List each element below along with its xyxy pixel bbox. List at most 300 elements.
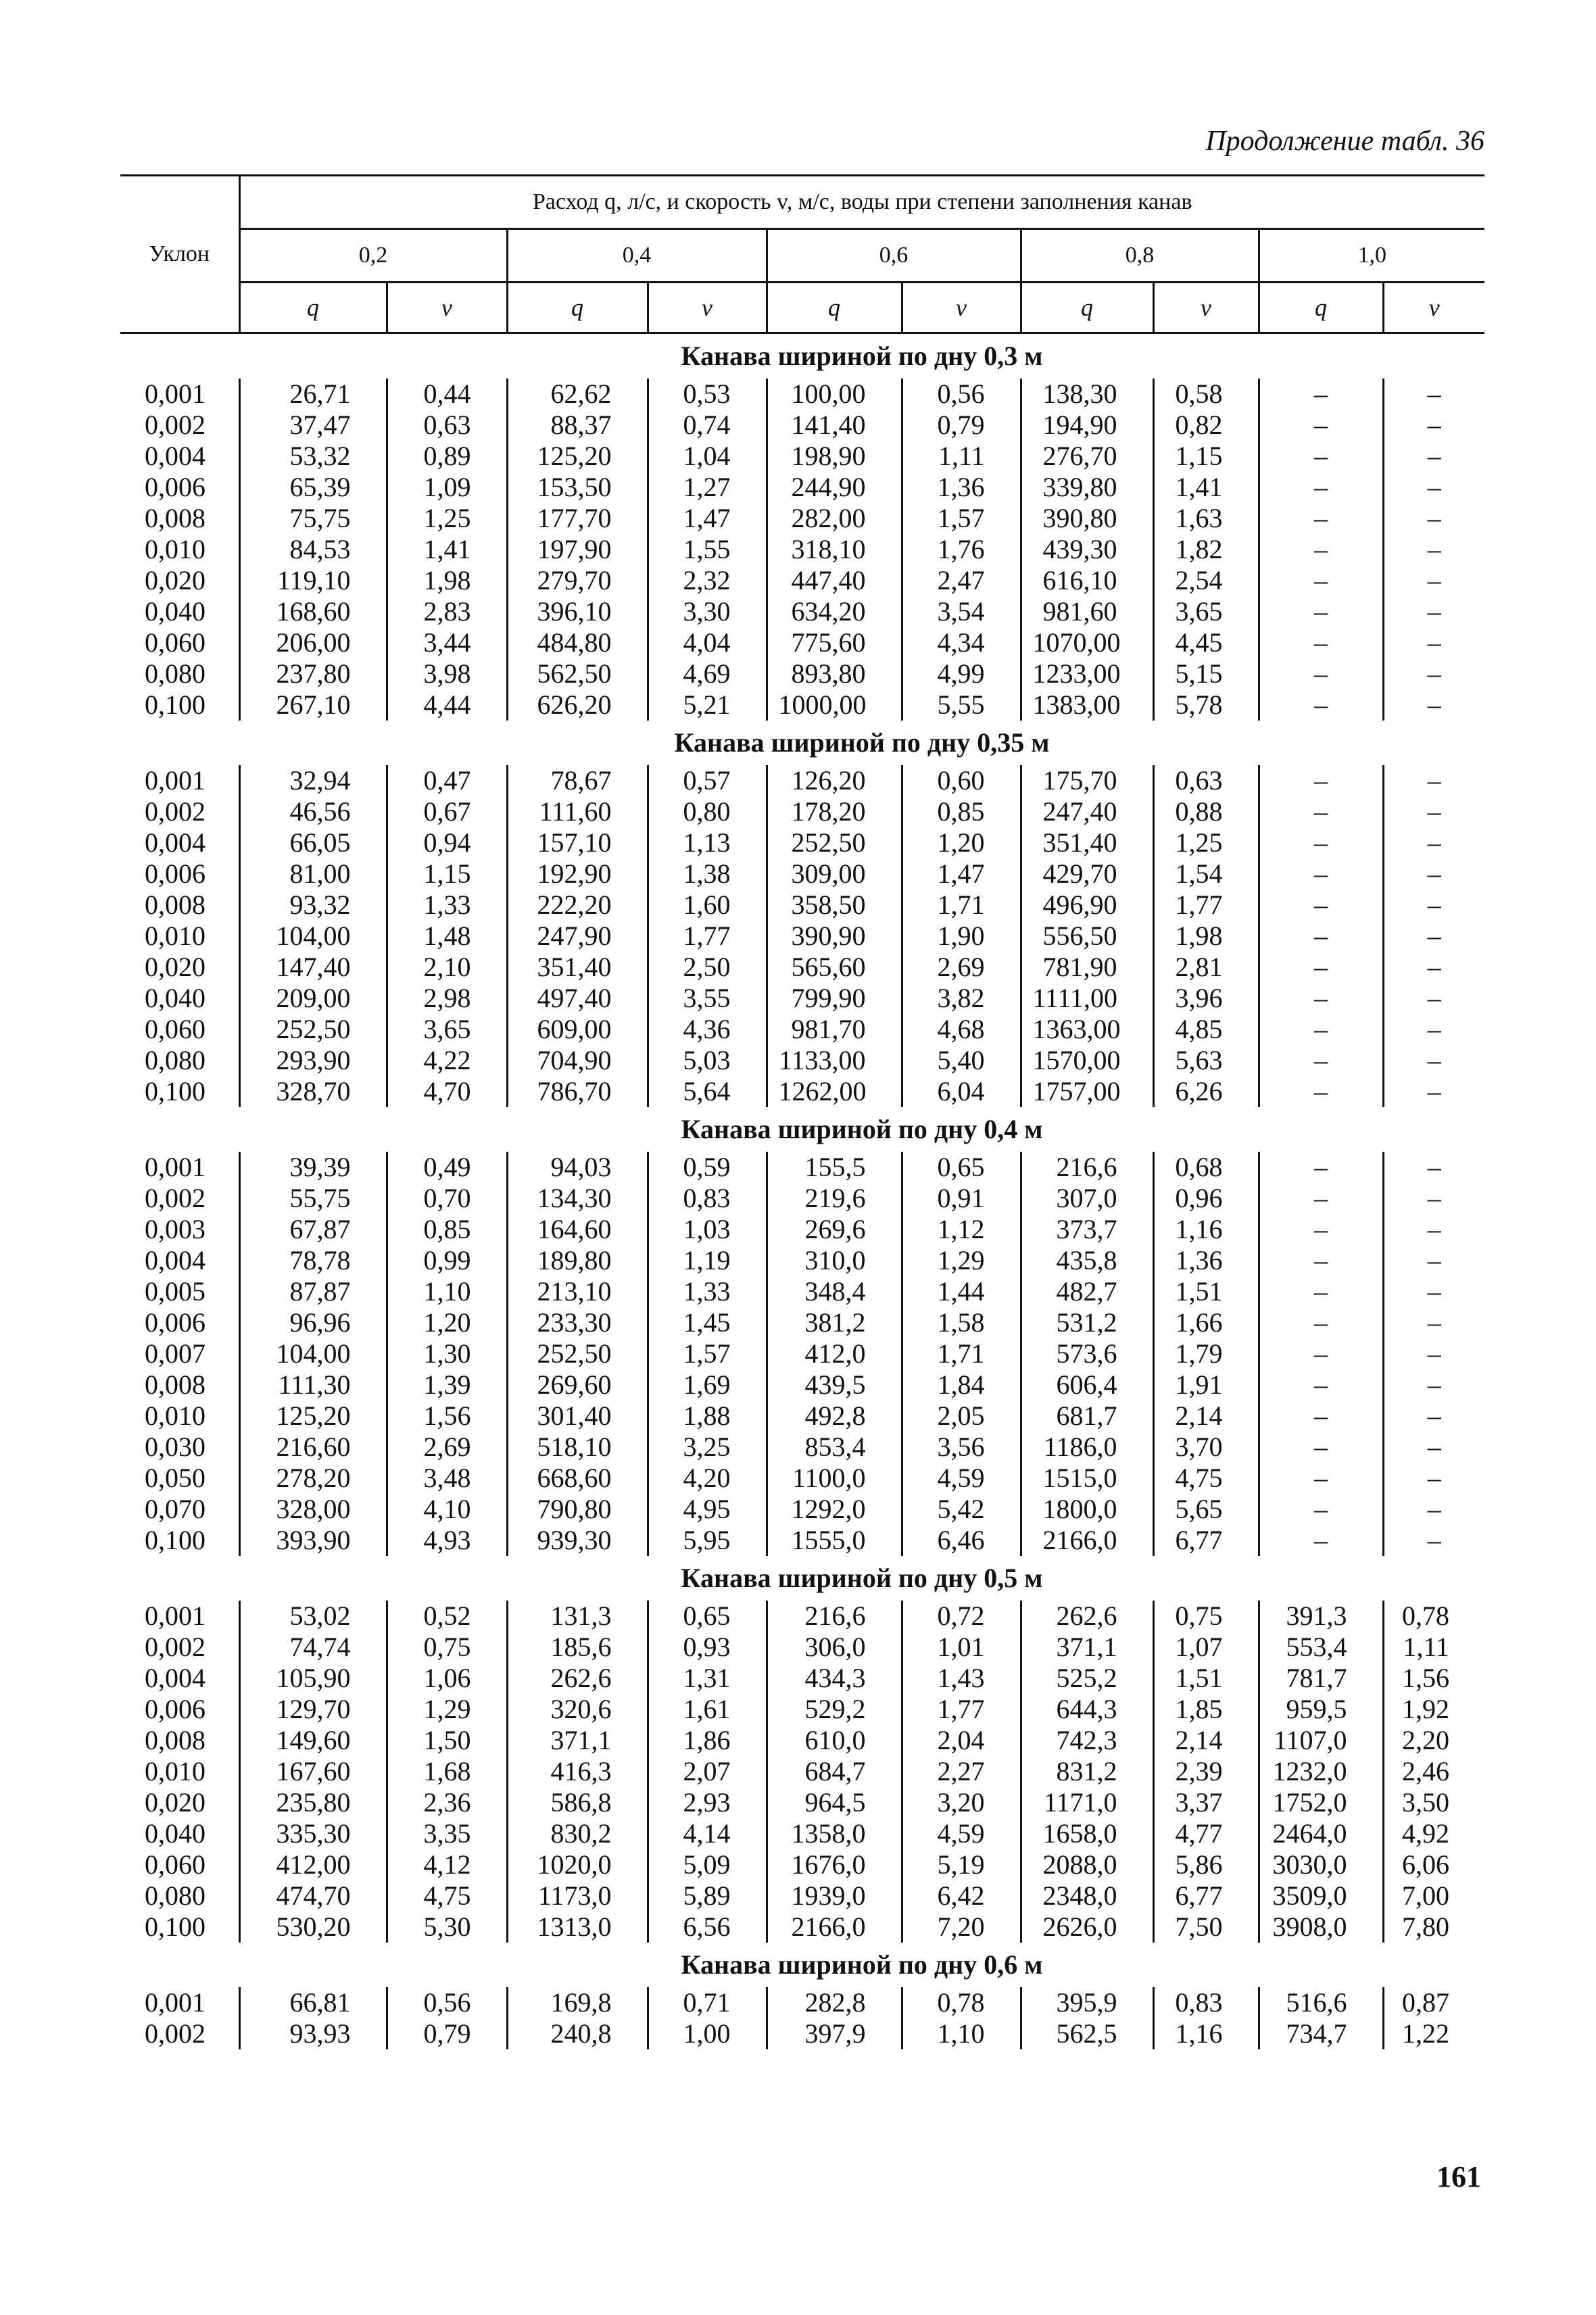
v-cell: 1,71 (902, 890, 1021, 921)
q-cell: 276,70 (1021, 441, 1153, 472)
v-cell: 1,54 (1153, 858, 1259, 890)
slope-cell: 0,001 (145, 379, 205, 409)
v-cell: 2,32 (648, 565, 767, 596)
v-header: v (1153, 283, 1259, 333)
v-cell: 3,48 (387, 1463, 507, 1494)
v-cell: 1,41 (1153, 472, 1259, 503)
v-cell: 3,37 (1153, 1787, 1259, 1818)
v-cell: 0,72 (902, 1601, 1021, 1632)
v-cell: – (1383, 1432, 1484, 1463)
v-cell: 2,39 (1153, 1756, 1259, 1787)
q-cell: 1232,0 (1259, 1756, 1383, 1787)
v-cell: 1,03 (648, 1214, 767, 1245)
q-cell: 2088,0 (1021, 1849, 1153, 1880)
q-cell: 371,1 (507, 1725, 648, 1756)
q-cell: 167,60 (239, 1756, 387, 1787)
table-row (120, 441, 1484, 472)
v-cell: 1,69 (648, 1369, 767, 1400)
fill-header: 0,4 (507, 229, 767, 283)
v-cell: 1,66 (1153, 1307, 1259, 1338)
v-cell: 7,00 (1383, 1880, 1484, 1911)
v-cell: 1,44 (902, 1276, 1021, 1307)
table-row (120, 1014, 1484, 1045)
q-cell: 209,00 (239, 983, 387, 1014)
q-cell: 439,5 (767, 1369, 902, 1400)
q-cell: 786,70 (507, 1076, 648, 1107)
table-row (120, 1601, 1484, 1632)
slope-cell: 0,006 (145, 1694, 205, 1724)
table-row (120, 1525, 1484, 1556)
v-cell: 1,09 (387, 472, 507, 503)
v-cell: 2,69 (387, 1432, 507, 1463)
slope-cell: 0,001 (145, 1152, 205, 1182)
v-cell: 1,82 (1153, 534, 1259, 565)
q-cell: 282,00 (767, 503, 902, 534)
q-cell: 155,5 (767, 1152, 902, 1183)
q-cell: 781,7 (1259, 1663, 1383, 1694)
v-cell: 1,56 (387, 1400, 507, 1432)
table-row (120, 1463, 1484, 1494)
q-cell: 531,2 (1021, 1307, 1153, 1338)
v-cell: 1,22 (1383, 2018, 1484, 2049)
table-row (120, 472, 1484, 503)
v-cell: 0,82 (1153, 410, 1259, 441)
q-cell: 1171,0 (1021, 1787, 1153, 1818)
section-title-spacer (120, 333, 239, 379)
v-cell: 4,20 (648, 1463, 767, 1494)
v-header: v (648, 283, 767, 333)
q-cell: 553,4 (1259, 1632, 1383, 1663)
v-cell: – (1383, 1214, 1484, 1245)
q-cell: 94,03 (507, 1152, 648, 1183)
q-cell: 310,0 (767, 1245, 902, 1276)
q-cell: 1358,0 (767, 1818, 902, 1849)
q-cell: – (1259, 534, 1383, 565)
q-cell: 1313,0 (507, 1911, 648, 1943)
v-cell: 3,98 (387, 658, 507, 689)
v-cell: 5,64 (648, 1076, 767, 1107)
v-cell: 0,80 (648, 796, 767, 827)
q-cell: 240,8 (507, 2018, 648, 2049)
v-cell: – (1383, 1525, 1484, 1556)
q-cell: 164,60 (507, 1214, 648, 1245)
section-title-row (120, 1943, 1484, 1987)
v-cell: 1,92 (1383, 1694, 1484, 1725)
q-cell: 111,60 (507, 796, 648, 827)
v-cell: 2,54 (1153, 565, 1259, 596)
q-cell: 2166,0 (1021, 1525, 1153, 1556)
v-cell: 0,79 (902, 410, 1021, 441)
v-cell: 2,69 (902, 952, 1021, 983)
table-row (120, 1183, 1484, 1214)
table-row (120, 565, 1484, 596)
v-cell: 5,63 (1153, 1045, 1259, 1076)
v-cell: 1,06 (387, 1663, 507, 1694)
q-cell: 1939,0 (767, 1880, 902, 1911)
table-row (120, 596, 1484, 627)
q-cell: 252,50 (239, 1014, 387, 1045)
v-cell: 2,36 (387, 1787, 507, 1818)
table-row (120, 1432, 1484, 1463)
q-cell: – (1259, 921, 1383, 952)
v-cell: 0,56 (387, 1987, 507, 2018)
v-cell: 0,85 (902, 796, 1021, 827)
v-cell: – (1383, 565, 1484, 596)
q-cell: 147,40 (239, 952, 387, 983)
q-cell: 247,40 (1021, 796, 1153, 827)
q-cell: 775,60 (767, 627, 902, 658)
q-cell: – (1259, 410, 1383, 441)
q-cell: 53,32 (239, 441, 387, 472)
slope-cell: 0,003 (145, 1214, 205, 1244)
v-cell: 0,63 (1153, 765, 1259, 796)
q-cell: 358,50 (767, 890, 902, 921)
slope-cell: 0,060 (145, 1849, 205, 1880)
slope-cell: 0,060 (145, 1014, 205, 1044)
v-cell: 1,48 (387, 921, 507, 952)
v-cell: 1,51 (1153, 1663, 1259, 1694)
section-title: Канава шириной по дну 0,35 м (674, 727, 1050, 758)
q-cell: 351,40 (1021, 827, 1153, 858)
q-cell: 65,39 (239, 472, 387, 503)
v-cell: 3,30 (648, 596, 767, 627)
q-cell: 93,93 (239, 2018, 387, 2049)
v-cell: 1,57 (902, 503, 1021, 534)
v-cell: 7,20 (902, 1911, 1021, 1943)
q-cell: 573,6 (1021, 1338, 1153, 1369)
q-cell: 278,20 (239, 1463, 387, 1494)
table-header (120, 176, 1484, 333)
v-cell: 4,70 (387, 1076, 507, 1107)
table-row (120, 890, 1484, 921)
v-cell: 2,47 (902, 565, 1021, 596)
slope-cell: 0,040 (145, 983, 205, 1013)
q-cell: 781,90 (1021, 952, 1153, 983)
v-cell: – (1383, 796, 1484, 827)
q-cell: 2348,0 (1021, 1880, 1153, 1911)
slope-cell: 0,006 (145, 1307, 205, 1338)
q-cell: 320,6 (507, 1694, 648, 1725)
v-cell: 2,93 (648, 1787, 767, 1818)
q-cell: 100,00 (767, 379, 902, 410)
v-cell: 1,86 (648, 1725, 767, 1756)
slope-cell: 0,008 (145, 1725, 205, 1755)
table-row (120, 1818, 1484, 1849)
slope-cell: 0,001 (145, 1987, 205, 2018)
q-cell: 668,60 (507, 1463, 648, 1494)
v-cell: 0,96 (1153, 1183, 1259, 1214)
q-cell: 1658,0 (1021, 1818, 1153, 1849)
slope-cell: 0,080 (145, 658, 205, 689)
slope-cell: 0,100 (145, 689, 205, 720)
v-cell: 5,42 (902, 1494, 1021, 1525)
v-cell: 3,82 (902, 983, 1021, 1014)
table-row (120, 1214, 1484, 1245)
table-row (120, 952, 1484, 983)
v-cell: – (1383, 983, 1484, 1014)
q-cell: 279,70 (507, 565, 648, 596)
table-row (120, 379, 1484, 410)
q-cell: 959,5 (1259, 1694, 1383, 1725)
table-row (120, 1076, 1484, 1107)
q-cell: 198,90 (767, 441, 902, 472)
v-cell: 1,47 (648, 503, 767, 534)
v-cell: 0,57 (648, 765, 767, 796)
fill-header: 0,6 (767, 229, 1021, 283)
q-cell: 799,90 (767, 983, 902, 1014)
q-cell: 96,96 (239, 1307, 387, 1338)
v-cell: 2,46 (1383, 1756, 1484, 1787)
slope-cell: 0,005 (145, 1276, 205, 1307)
q-cell: 1262,00 (767, 1076, 902, 1107)
q-cell: 269,6 (767, 1214, 902, 1245)
q-cell: 125,20 (239, 1400, 387, 1432)
v-cell: 1,20 (902, 827, 1021, 858)
q-cell: 416,3 (507, 1756, 648, 1787)
q-cell: 78,78 (239, 1245, 387, 1276)
q-cell: – (1259, 689, 1383, 721)
q-cell: 216,6 (767, 1601, 902, 1632)
q-cell: 831,2 (1021, 1756, 1153, 1787)
table-row (120, 503, 1484, 534)
v-cell: 0,60 (902, 765, 1021, 796)
q-cell: 307,0 (1021, 1183, 1153, 1214)
v-cell: 0,59 (648, 1152, 767, 1183)
v-cell: 3,56 (902, 1432, 1021, 1463)
v-cell: 3,55 (648, 983, 767, 1014)
q-cell: 267,10 (239, 689, 387, 721)
v-cell: – (1383, 921, 1484, 952)
v-cell: 5,89 (648, 1880, 767, 1911)
slope-cell: 0,010 (145, 1400, 205, 1431)
q-cell: 1133,00 (767, 1045, 902, 1076)
v-cell: 1,33 (387, 890, 507, 921)
q-cell: 830,2 (507, 1818, 648, 1849)
table-row (120, 627, 1484, 658)
q-cell: 1676,0 (767, 1849, 902, 1880)
q-cell: 562,5 (1021, 2018, 1153, 2049)
v-cell: 1,07 (1153, 1632, 1259, 1663)
v-cell: 7,80 (1383, 1911, 1484, 1943)
q-cell: 609,00 (507, 1014, 648, 1045)
v-cell: 4,75 (387, 1880, 507, 1911)
v-cell: – (1383, 1463, 1484, 1494)
v-cell: 3,44 (387, 627, 507, 658)
v-cell: – (1383, 379, 1484, 410)
q-cell: – (1259, 827, 1383, 858)
slope-cell: 0,060 (145, 627, 205, 658)
v-cell: 1,50 (387, 1725, 507, 1756)
v-cell: – (1383, 1014, 1484, 1045)
v-cell: 0,63 (387, 410, 507, 441)
q-cell: 138,30 (1021, 379, 1153, 410)
v-cell: – (1383, 1152, 1484, 1183)
v-cell: – (1383, 1183, 1484, 1214)
section-title: Канава шириной по дну 0,4 м (681, 1114, 1043, 1144)
v-cell: – (1383, 503, 1484, 534)
v-cell: 2,05 (902, 1400, 1021, 1432)
v-cell: 1,71 (902, 1338, 1021, 1369)
q-cell: 2166,0 (767, 1911, 902, 1943)
table-row (120, 658, 1484, 689)
q-cell: 335,30 (239, 1818, 387, 1849)
table-row (120, 1400, 1484, 1432)
slope-cell: 0,002 (145, 796, 205, 827)
q-cell: 529,2 (767, 1694, 902, 1725)
q-cell: 247,90 (507, 921, 648, 952)
table-body (120, 333, 1484, 2050)
slope-cell: 0,010 (145, 1756, 205, 1786)
v-cell: 3,35 (387, 1818, 507, 1849)
q-cell: 262,6 (1021, 1601, 1153, 1632)
q-cell: 435,8 (1021, 1245, 1153, 1276)
v-cell: 2,50 (648, 952, 767, 983)
q-cell: 1070,00 (1021, 627, 1153, 658)
v-cell: 4,44 (387, 689, 507, 721)
table-row (120, 1338, 1484, 1369)
v-cell: – (1383, 1045, 1484, 1076)
q-cell: – (1259, 1076, 1383, 1107)
slope-cell: 0,007 (145, 1338, 205, 1369)
v-header: v (902, 283, 1021, 333)
q-cell: 626,20 (507, 689, 648, 721)
table-row (120, 2018, 1484, 2049)
v-cell: 4,92 (1383, 1818, 1484, 1849)
q-cell: 634,20 (767, 596, 902, 627)
q-cell: 1233,00 (1021, 658, 1153, 689)
slope-header: Уклон (120, 176, 239, 333)
fill-header: 1,0 (1259, 229, 1484, 283)
table-row (120, 765, 1484, 796)
v-cell: 1,61 (648, 1694, 767, 1725)
v-cell: 5,15 (1153, 658, 1259, 689)
q-cell: 373,7 (1021, 1214, 1153, 1245)
q-cell: 104,00 (239, 1338, 387, 1369)
q-cell: 126,20 (767, 765, 902, 796)
section-title-row (120, 1107, 1484, 1152)
slope-cell: 0,100 (145, 1911, 205, 1942)
slope-cell: 0,004 (145, 827, 205, 858)
q-cell: – (1259, 1463, 1383, 1494)
v-cell: 0,49 (387, 1152, 507, 1183)
v-cell: 6,56 (648, 1911, 767, 1943)
q-cell: 3908,0 (1259, 1911, 1383, 1943)
q-cell: 530,20 (239, 1911, 387, 1943)
q-cell: 684,7 (767, 1756, 902, 1787)
q-cell: 1100,0 (767, 1463, 902, 1494)
q-cell: – (1259, 858, 1383, 890)
q-cell: 482,7 (1021, 1276, 1153, 1307)
q-cell: 1111,00 (1021, 983, 1153, 1014)
slope-cell: 0,004 (145, 1245, 205, 1275)
q-cell: 87,87 (239, 1276, 387, 1307)
q-cell: 351,40 (507, 952, 648, 983)
v-cell: 2,20 (1383, 1725, 1484, 1756)
v-cell: 1,68 (387, 1756, 507, 1787)
q-cell: – (1259, 952, 1383, 983)
v-cell: 1,36 (902, 472, 1021, 503)
q-cell: 66,05 (239, 827, 387, 858)
q-cell: 75,75 (239, 503, 387, 534)
q-cell: 233,30 (507, 1307, 648, 1338)
q-cell: 412,00 (239, 1849, 387, 1880)
q-cell: 1570,00 (1021, 1045, 1153, 1076)
v-header: v (1383, 283, 1484, 333)
q-cell: 681,7 (1021, 1400, 1153, 1432)
q-cell: 318,10 (767, 534, 902, 565)
v-cell: 3,70 (1153, 1432, 1259, 1463)
v-cell: 4,75 (1153, 1463, 1259, 1494)
v-cell: 1,29 (387, 1694, 507, 1725)
v-cell: 1,33 (648, 1276, 767, 1307)
v-cell: 1,39 (387, 1369, 507, 1400)
v-cell: 4,36 (648, 1014, 767, 1045)
v-cell: 1,30 (387, 1338, 507, 1369)
q-cell: – (1259, 472, 1383, 503)
v-cell: 4,59 (902, 1818, 1021, 1849)
q-cell: – (1259, 627, 1383, 658)
q-cell: 1383,00 (1021, 689, 1153, 721)
v-cell: 1,91 (1153, 1369, 1259, 1400)
group-header: Расход q, л/с, и скорость v, м/с, воды при степени заполнения канав (239, 176, 1484, 229)
q-cell: 93,32 (239, 890, 387, 921)
table-row (120, 1276, 1484, 1307)
q-cell: 939,30 (507, 1525, 648, 1556)
q-cell: 1020,0 (507, 1849, 648, 1880)
q-cell: 134,30 (507, 1183, 648, 1214)
v-cell: 1,43 (902, 1663, 1021, 1694)
table-row (120, 1694, 1484, 1725)
q-cell: 237,80 (239, 658, 387, 689)
v-cell: 1,41 (387, 534, 507, 565)
slope-cell: 0,008 (145, 1369, 205, 1400)
v-cell: 1,98 (387, 565, 507, 596)
q-cell: 1363,00 (1021, 1014, 1153, 1045)
q-cell: – (1259, 796, 1383, 827)
q-cell: 412,0 (767, 1338, 902, 1369)
v-cell: 1,60 (648, 890, 767, 921)
v-cell: 1,20 (387, 1307, 507, 1338)
v-cell: 5,03 (648, 1045, 767, 1076)
v-cell: 4,95 (648, 1494, 767, 1525)
table-row (120, 1494, 1484, 1525)
v-cell: 0,75 (387, 1632, 507, 1663)
q-cell: – (1259, 441, 1383, 472)
v-cell: 0,65 (648, 1601, 767, 1632)
slope-cell: 0,100 (145, 1525, 205, 1555)
v-cell: 5,40 (902, 1045, 1021, 1076)
q-cell: 1515,0 (1021, 1463, 1153, 1494)
v-cell: 2,83 (387, 596, 507, 627)
table-row (120, 1663, 1484, 1694)
table-row (120, 827, 1484, 858)
section-title-row (120, 721, 1484, 765)
slope-cell: 0,004 (145, 1663, 205, 1693)
v-cell: 2,07 (648, 1756, 767, 1787)
q-cell: 496,90 (1021, 890, 1153, 921)
v-cell: 1,15 (387, 858, 507, 890)
v-cell: 4,45 (1153, 627, 1259, 658)
v-cell: 0,44 (387, 379, 507, 410)
q-cell: 111,30 (239, 1369, 387, 1400)
v-cell: – (1383, 410, 1484, 441)
v-cell: 1,63 (1153, 503, 1259, 534)
v-cell: 1,27 (648, 472, 767, 503)
q-header: q (1259, 283, 1383, 333)
v-cell: 4,99 (902, 658, 1021, 689)
q-cell: 1800,0 (1021, 1494, 1153, 1525)
q-header: q (1021, 283, 1153, 333)
